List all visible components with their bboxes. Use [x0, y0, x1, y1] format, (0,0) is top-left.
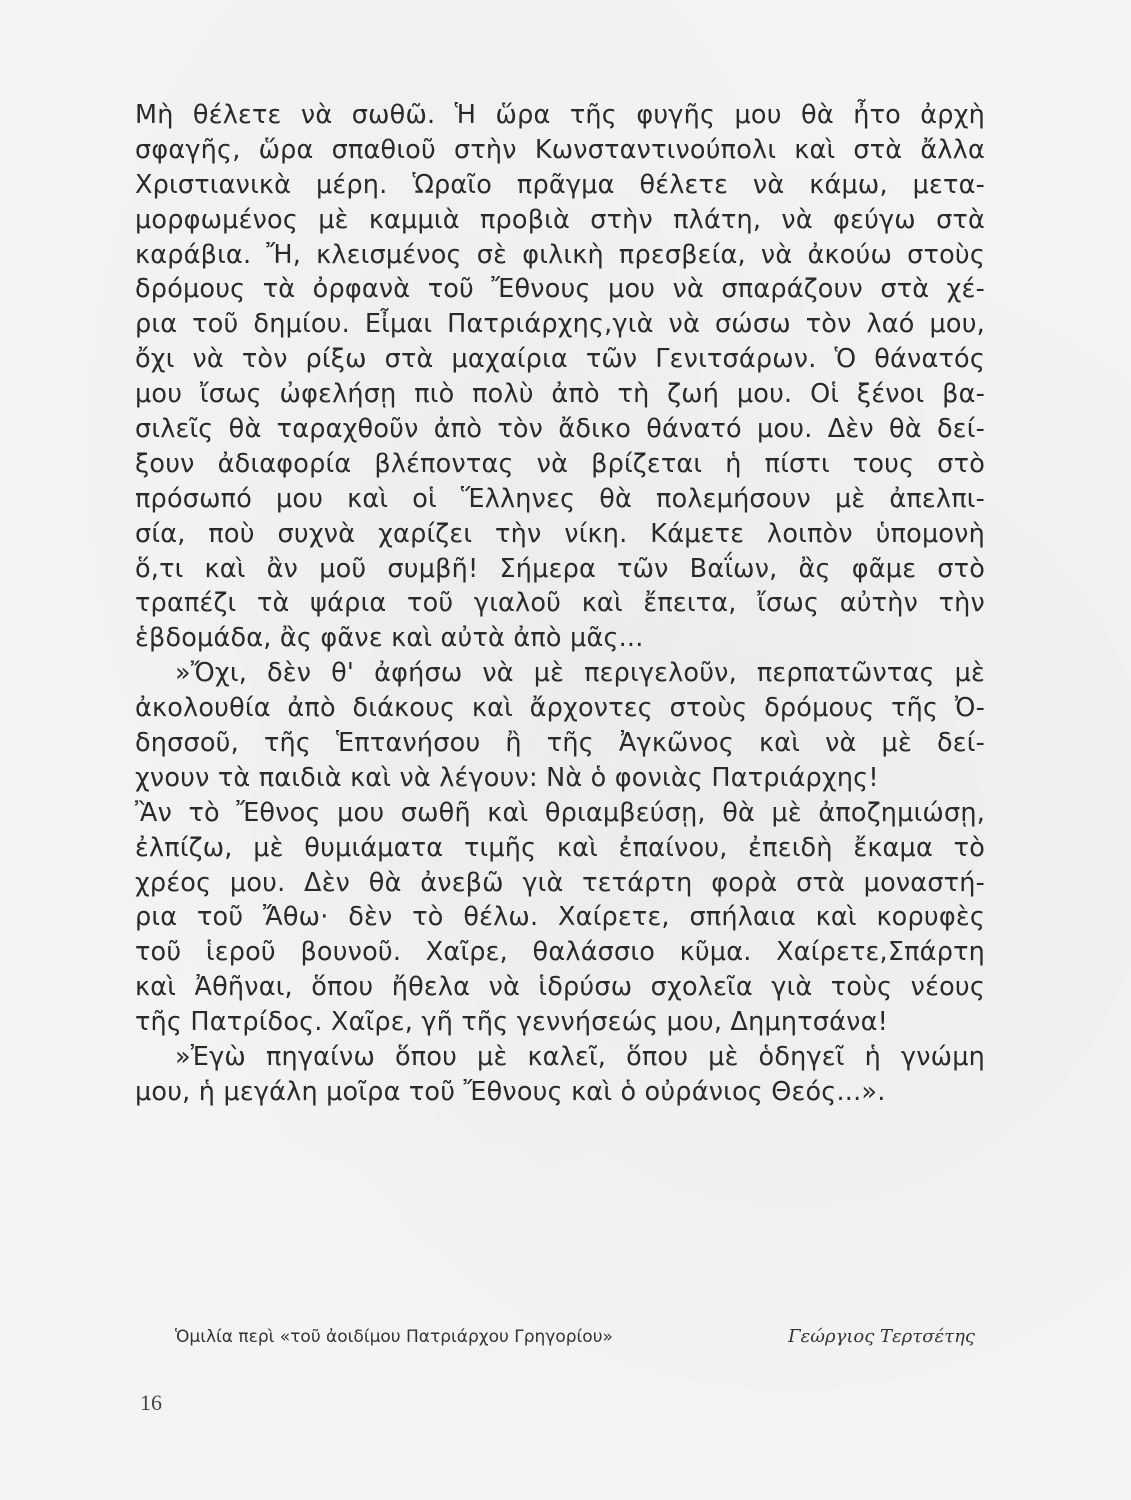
text-line: ἐλπίζω, μὲ θυμιάματα τιμῆς καὶ ἐπαίνου, ἐπειδὴ ἔκαμα τὸ	[135, 832, 985, 863]
body-text	[135, 98, 985, 1110]
text-line: σία, ποὺ συχνὰ χαρίζει τὴν νίκη. Κάμετε λοιπὸν ὑπομονὴ	[135, 518, 985, 549]
citation	[175, 1325, 975, 1349]
text-line: ρια τοῦ δημίου. Εἶμαι Πατριάρχης,γιὰ νὰ σώσω τὸν λαό μου,	[135, 309, 985, 340]
text-line: ρια τοῦ Ἄθω· δὲν τὸ θέλω. Χαίρετε, σπήλαια καὶ κορυφὲς	[135, 902, 985, 933]
text-line: χρέος μου. Δὲν θὰ ἀνεβῶ γιὰ τετάρτη φορὰ στὰ μοναστή-	[135, 867, 985, 898]
text-line: ἑβδομάδα, ἂς φᾶνε καὶ αὐτὰ ἀπὸ μᾶς...	[135, 623, 644, 654]
citation-author: Γεώργιος Τερτσέτης	[788, 1326, 975, 1347]
text-line: δησσοῦ, τῆς Ἑπτανήσου ἢ τῆς Ἀγκῶνος καὶ νὰ μὲ δεί-	[135, 728, 985, 759]
text-line: ὅ,τι καὶ ἂν μοῦ συμβῆ! Σήμερα τῶν Βαΐων, ἂς φᾶμε στὸ	[135, 553, 985, 584]
text-line: τοῦ ἱεροῦ βουνοῦ. Χαῖρε, θαλάσσιο κῦμα. Χαίρετε,Σπάρτη	[135, 937, 985, 968]
text-line: Ἂν τὸ Ἔθνος μου σωθῆ καὶ θριαμβεύσῃ, θὰ μὲ ἀποζημιώσῃ,	[135, 797, 985, 828]
text-line: μου ἴσως ὠφελήσῃ πιὸ πολὺ ἀπὸ τὴ ζωή μου. Οἱ ξένοι βα-	[135, 379, 985, 410]
text-line: τραπέζι τὰ ψάρια τοῦ γιαλοῦ καὶ ἔπειτα, ἴσως αὐτὴν τὴν	[135, 588, 985, 619]
text-line: Χριστιανικὰ μέρη. Ὡραῖο πρᾶγμα θέλετε νὰ κάμω, μετα-	[135, 169, 985, 200]
text-line: »Ὄχι, δὲν θ' ἀφήσω νὰ μὲ περιγελοῦν, περπατῶντας μὲ	[175, 658, 985, 689]
text-line: χνουν τὰ παιδιὰ καὶ νὰ λέγουν: Νὰ ὁ φονιὰς Πατριάρχης!	[135, 762, 879, 793]
text-line: μου, ἡ μεγάλη μοῖρα τοῦ Ἔθνους καὶ ὁ οὐράνιος Θεός...».	[135, 1076, 886, 1107]
text-line: ξουν ἀδιαφορία βλέποντας νὰ βρίζεται ἡ πίστι τους στὸ	[135, 448, 985, 479]
citation-source: Ὁμιλία περὶ «τοῦ ἀοιδίμου Πατριάρχου Γρηγορίου»	[175, 1327, 613, 1347]
text-line: ἀκολουθία ἀπὸ διάκους καὶ ἄρχοντες στοὺς δρόμους τῆς Ὀ-	[135, 693, 985, 724]
text-line: πρόσωπό μου καὶ οἱ Ἕλληνες θὰ πολεμήσουν μὲ ἀπελπι-	[135, 483, 985, 514]
text-line: ὄχι νὰ τὸν ρίξω στὰ μαχαίρια τῶν Γενιτσάρων. Ὁ θάνατός	[135, 344, 985, 375]
text-line: τῆς Πατρίδος. Χαῖρε, γῆ τῆς γεννήσεώς μου, Δημητσάνα!	[135, 1007, 889, 1038]
text-line: καράβια. Ἤ, κλεισμένος σὲ φιλικὴ πρεσβεία, νὰ ἀκούω στοὺς	[135, 239, 985, 270]
text-line: Μὴ θέλετε νὰ σωθῶ. Ἡ ὥρα τῆς φυγῆς μου θὰ ἦτο ἀρχὴ	[135, 100, 985, 130]
text-line: σφαγῆς, ὥρα σπαθιοῦ στὴν Κωνσταντινούπολι καὶ στὰ ἄλλα	[135, 134, 985, 165]
text-line: καὶ Ἀθῆναι, ὅπου ἤθελα νὰ ἱδρύσω σχολεῖα γιὰ τοὺς νέους	[135, 972, 985, 1003]
text-line: σιλεῖς θὰ ταραχθοῦν ἀπὸ τὸν ἄδικο θάνατό μου. Δὲν θὰ δεί-	[135, 414, 985, 445]
text-line: μορφωμένος μὲ καμμιὰ προβιὰ στὴν πλάτη, νὰ φεύγω στὰ	[135, 204, 985, 235]
text-line: »Ἐγὼ πηγαίνω ὅπου μὲ καλεῖ, ὅπου μὲ ὁδηγεῖ ἡ γνώμη	[175, 1042, 985, 1073]
text-line: δρόμους τὰ ὀρφανὰ τοῦ Ἔθνους μου νὰ σπαράζουν στὰ χέ-	[135, 274, 985, 305]
page-number: 16	[140, 1390, 162, 1415]
